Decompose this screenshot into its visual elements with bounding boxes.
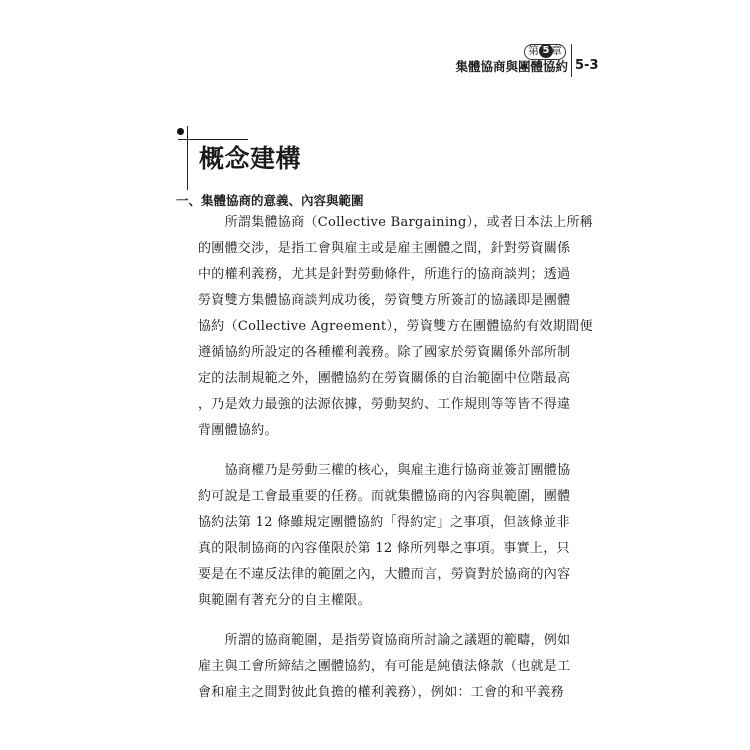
paragraph-line: 遵循協約所設定的各種權利義務。除了國家於勞資關係外部所制 — [198, 345, 571, 360]
paragraph-line: 定的法制規範之外，團體協約在勞資關係的自治範圍中位階最高 — [198, 371, 571, 386]
paragraph-line: 的團體交涉，是指工會與雇主或是雇主團體之間，針對勞資關係 — [198, 241, 571, 256]
paragraph-line: 會和雇主之間對彼此負擔的權利義務），例如：工會的和平義務 — [198, 685, 564, 700]
chapter-number: 5 — [539, 44, 553, 58]
header-divider — [571, 44, 572, 77]
paragraph-line: 與範圍有著充分的自主權限。 — [198, 593, 371, 608]
paragraph-line: 真的限制協商的內容僅限於第 12 條所列舉之事項。事實上，只 — [198, 541, 570, 556]
page-number: 5-3 — [575, 58, 599, 73]
paragraph-line: 協商權乃是勞動三權的核心，與雇主進行協商並簽訂團體協 — [198, 463, 571, 478]
paragraph-line: 協約（Collective Agreement），勞資雙方在團體協約有效期間便 — [198, 319, 593, 334]
paragraph-line: 要是在不違反法律的範圍之內，大體而言，勞資對於協商的內容 — [198, 567, 571, 582]
heading-bullet-dot — [177, 128, 184, 135]
paragraph-line: 背團體協約。 — [198, 423, 278, 438]
paragraph-line: 雇主與工會所締結之團體協約，有可能是純債法條款（也就是工 — [198, 659, 571, 674]
section-title: 概念建構 — [199, 144, 302, 173]
paragraph-line: 約可說是工會最重要的任務。而就集體協商的內容與範圍，團體 — [198, 489, 571, 504]
paragraph-line: 協約法第 12 條雖規定團體協約「得約定」之事項，但該條並非 — [198, 515, 570, 530]
chapter-suffix: 章 — [551, 44, 562, 57]
chapter-badge — [524, 44, 568, 60]
paragraph-line: 所謂的協商範圍，是指勞資協商所討論之議題的範疇，例如 — [198, 633, 571, 648]
running-title: 集體協商與團體協約 — [455, 59, 568, 74]
subheading: 一、集體協商的意義、內容與範圍 — [176, 193, 364, 208]
heading-vertical-rule — [187, 126, 188, 190]
paragraph-line: ，乃是效力最強的法源依據，勞動契約、工作規則等等皆不得違 — [198, 397, 571, 412]
chapter-prefix: 第 — [528, 44, 539, 57]
paragraph-line: 所謂集體協商（Collective Bargaining），或者日本法上所稱 — [198, 215, 594, 230]
paragraph-line: 勞資雙方集體協商談判成功後，勞資雙方所簽訂的協議即是團體 — [198, 293, 571, 308]
heading-horizontal-rule — [178, 139, 248, 140]
paragraph-line: 中的權利義務，尤其是針對勞動條件，所進行的協商談判；透過 — [198, 267, 571, 282]
